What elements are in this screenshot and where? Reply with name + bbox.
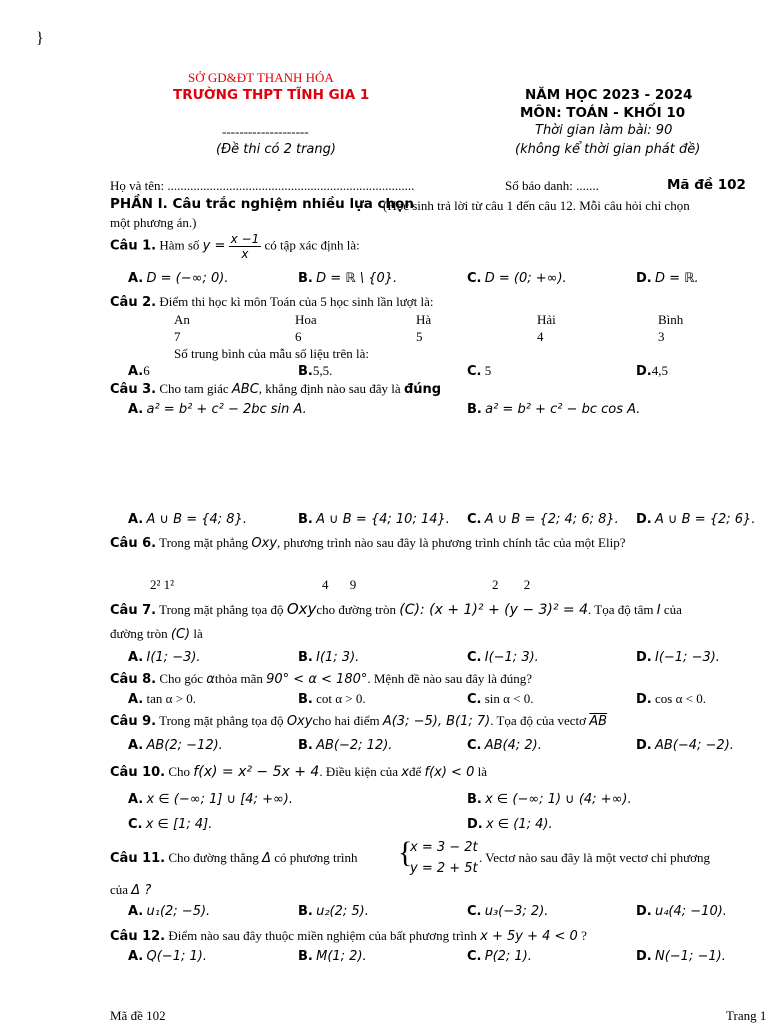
q10-option-b[interactable] (467, 791, 632, 807)
candidate-id-line: Số báo danh: ....... (505, 178, 599, 193)
option-text: P(2; 1). (484, 949, 532, 964)
option-label: C. (128, 817, 143, 832)
q7-option-a[interactable] (128, 649, 201, 665)
option-text: A ∪ B = {4; 8}. (146, 512, 247, 527)
question-11 (110, 850, 358, 866)
q9-option-c[interactable] (467, 737, 542, 753)
option-label: D. (636, 738, 652, 753)
option-text: cot α > 0. (316, 691, 366, 706)
pages-note: (Đề thi có 2 trang) (216, 142, 336, 157)
option-label: A. (128, 792, 144, 807)
q6-fragment: 2² 1² (150, 577, 175, 592)
q7-option-c[interactable] (467, 649, 539, 665)
math-expr: x (401, 765, 409, 780)
question-7-cont (110, 626, 203, 642)
question-text: của (663, 602, 682, 617)
option-text: tan α > 0. (146, 691, 197, 706)
math-expr: 90° < α < 180° (266, 672, 368, 687)
question-text: có tập xác định là: (264, 237, 360, 253)
q2-option-c[interactable] (467, 363, 491, 379)
option-text: 4,5 (651, 363, 668, 378)
question-9 (110, 713, 607, 729)
score-value: 6 (295, 329, 302, 344)
question-text: Điểm nào sau đây thuộc miền nghiệm của bất phương trình (168, 928, 477, 943)
question-text: là (477, 764, 487, 779)
part1-note-2: một phương án.) (110, 215, 197, 230)
question-text: Trong mặt phẳng tọa độ (159, 713, 284, 728)
question-label: Câu 8. (110, 672, 157, 687)
q12-option-d[interactable] (636, 948, 726, 964)
q11-option-b[interactable] (298, 903, 369, 919)
option-label: C. (467, 738, 482, 753)
question-text: Cho tam giác (159, 381, 229, 396)
candidate-name-line: Họ và tên: ............................................................................ (110, 178, 415, 193)
param-eq-y: y = 2 + 5t (410, 861, 478, 876)
option-label: D. (636, 650, 652, 665)
option-label: C. (467, 650, 482, 665)
question-text: đường tròn (110, 626, 168, 641)
math-expr: f(x) < 0 (424, 765, 475, 780)
option-label: D. (636, 949, 652, 964)
question-8 (110, 671, 532, 687)
question-7 (110, 600, 682, 618)
option-text: D = ℝ \ {0}. (316, 271, 398, 286)
q8-option-b[interactable] (298, 691, 366, 707)
option-text: 5,5. (312, 363, 333, 378)
option-label: D. (636, 512, 652, 527)
question-text: Trong mặt phẳng (159, 535, 249, 550)
question-text: Cho đường thẳng (168, 850, 259, 865)
question-text: Trong mặt phẳng tọa độ (159, 602, 284, 617)
math-expr: Δ ? (131, 883, 152, 898)
question-text: của (110, 882, 129, 897)
footer-exam-code: Mã đề 102 (110, 1008, 166, 1023)
option-text: I(−1; 3). (484, 650, 539, 665)
option-text: I(1; −3). (146, 650, 201, 665)
option-label: A. (128, 402, 144, 417)
option-text: sin α < 0. (484, 691, 534, 706)
math-expr: Oxy (251, 536, 278, 551)
option-label: D. (636, 904, 652, 919)
option-text: A ∪ B = {4; 10; 14}. (316, 512, 450, 527)
question-1 (110, 232, 360, 261)
option-label: A. (128, 364, 144, 379)
question-text: . Mệnh đề nào sau đây là đúng? (367, 671, 532, 686)
q12-option-b[interactable] (298, 948, 367, 964)
option-label: D. (467, 817, 483, 832)
option-label: B. (298, 692, 313, 707)
q8-option-d[interactable] (636, 691, 706, 707)
q9-option-d[interactable] (636, 737, 734, 753)
option-text: M(1; 2). (316, 949, 367, 964)
score-value: 4 (537, 329, 544, 344)
vector-symbol: $\overline{AB}$ (589, 714, 608, 729)
option-text: D = ℝ. (654, 271, 699, 286)
fraction (229, 232, 262, 261)
question-text: . Điều kiện của (319, 764, 399, 779)
score-value: 5 (416, 329, 423, 344)
exam-code: Mã đề 102 (667, 177, 746, 193)
question-text: ? (581, 928, 587, 943)
option-text: cos α < 0. (654, 691, 706, 706)
option-text: u₃(−3; 2). (484, 904, 549, 919)
part1-title: PHẦN I. Câu trắc nghiệm nhiều lựa chọn (110, 196, 415, 212)
q7-option-d[interactable] (636, 649, 720, 665)
option-label: A. (128, 271, 144, 286)
option-text: u₄(4; −10). (654, 904, 727, 919)
question-text: Hàm số (159, 237, 200, 253)
option-label: A. (128, 738, 144, 753)
question-6 (110, 535, 625, 551)
option-label: A. (128, 904, 144, 919)
q11-option-c[interactable] (467, 903, 548, 919)
question-label: Câu 3. (110, 382, 157, 397)
exam-time: Thời gian làm bài: 90 (535, 123, 673, 138)
q1-option-b[interactable] (298, 270, 397, 286)
score-value: 7 (174, 329, 181, 344)
denominator: x (241, 247, 249, 261)
math-expr: y = (202, 238, 226, 254)
corner-mark: } (36, 30, 44, 47)
math-expr: ABC (231, 382, 259, 397)
question-text: có phương trình (274, 850, 358, 865)
question-label: Câu 12. (110, 929, 166, 944)
q1-option-a[interactable] (128, 270, 228, 286)
q1-option-d[interactable] (636, 270, 699, 286)
option-text: AB(−2; 12). (316, 738, 393, 753)
option-label: B. (298, 650, 313, 665)
dept-name: SỞ GD&ĐT THANH HÓA (188, 70, 334, 85)
option-label: B. (298, 271, 313, 286)
score-value: 3 (658, 329, 665, 344)
subject: MÔN: TOÁN - KHỐI 10 (520, 105, 686, 121)
question-text: . Tọa độ của vectơ (490, 713, 587, 728)
time-note: (không kể thời gian phát đề) (515, 142, 701, 157)
option-label: B. (298, 949, 313, 964)
option-text: a² = b² + c² − 2bc sin A. (146, 402, 307, 417)
param-eq-x: x = 3 − 2t (410, 840, 478, 855)
score-name: Hải (537, 312, 556, 327)
question-label: Câu 1. (110, 238, 157, 254)
q10-option-d[interactable] (467, 816, 553, 832)
question-10 (110, 764, 487, 780)
q5-option-b[interactable] (298, 511, 450, 527)
question-text: là (193, 626, 203, 641)
option-label: B. (467, 402, 482, 417)
math-expr: (C): (x + 1)² + (y − 3)² = 4 (399, 602, 589, 618)
school-name: TRƯỜNG THPT TĨNH GIA 1 (173, 87, 370, 103)
math-expr: Oxy (286, 600, 317, 618)
question-text: thỏa mãn (214, 671, 263, 686)
question-12 (110, 928, 587, 944)
question-label: Câu 6. (110, 536, 157, 551)
q12-option-c[interactable] (467, 948, 532, 964)
q3-option-b[interactable] (467, 401, 640, 417)
option-label: D. (636, 364, 652, 379)
q8-option-a[interactable] (128, 691, 196, 707)
q11-option-d[interactable] (636, 903, 727, 919)
question-3 (110, 381, 441, 397)
option-label: C. (467, 904, 482, 919)
option-text: u₂(2; 5). (316, 904, 369, 919)
q10-option-a[interactable] (128, 791, 293, 807)
option-text: Q(−1; 1). (146, 949, 207, 964)
q2-option-d[interactable] (636, 363, 668, 379)
math-expr: x + 5y + 4 < 0 (480, 929, 578, 944)
question-text: Số trung bình của mẫu số liệu trên là: (174, 346, 369, 361)
question-text: . Tọa độ tâm (588, 602, 654, 617)
question-2 (110, 294, 434, 310)
option-text: 6 (143, 363, 150, 378)
option-label: B. (298, 512, 313, 527)
numerator: x −1 (230, 232, 260, 246)
option-label: B. (467, 792, 482, 807)
q9-option-a[interactable] (128, 737, 223, 753)
option-label: B. (298, 364, 313, 379)
option-text: x ∈ (−∞; 1) ∪ (4; +∞). (485, 792, 632, 807)
question-text: Cho góc (159, 671, 204, 686)
option-text: AB(−4; −2). (654, 738, 734, 753)
score-name: An (174, 312, 190, 327)
option-text: x ∈ (1; 4). (485, 817, 553, 832)
question-text: . Vectơ nào sau đây là một vectơ chỉ phương (479, 850, 711, 865)
option-label: C. (467, 692, 482, 707)
option-label: B. (298, 738, 313, 753)
option-text: D = (−∞; 0). (146, 271, 229, 286)
score-name: Hoa (295, 312, 317, 327)
q10-option-c[interactable] (128, 816, 212, 832)
option-text: x ∈ [1; 4]. (145, 817, 213, 832)
option-label: C. (467, 271, 482, 286)
q12-option-a[interactable] (128, 948, 207, 964)
system-brace: { (398, 836, 413, 869)
question-text: cho hai điểm (312, 713, 380, 728)
question-text: Cho (168, 764, 191, 779)
option-text: x ∈ (−∞; 1] ∪ [4; +∞). (146, 792, 293, 807)
option-text: 5 (484, 363, 492, 378)
q9-option-b[interactable] (298, 737, 392, 753)
option-label: A. (128, 949, 144, 964)
option-text: a² = b² + c² − bc cos A. (485, 402, 641, 417)
q6-fragment: 4 9 (322, 577, 357, 592)
math-expr: A(3; −5), B(1; 7) (382, 714, 491, 729)
option-text: I(1; 3). (316, 650, 360, 665)
q2-option-b[interactable] (298, 363, 332, 379)
q5-option-d[interactable] (636, 511, 755, 527)
q11-option-a[interactable] (128, 903, 210, 919)
question-text: , khẳng định nào sau đây là (258, 381, 401, 396)
q5-option-a[interactable] (128, 511, 247, 527)
option-text: u₁(2; −5). (146, 904, 211, 919)
emphasis-text: đúng (403, 382, 442, 397)
math-expr: Oxy (286, 714, 313, 729)
q7-option-b[interactable] (298, 649, 359, 665)
option-text: D = (0; +∞). (484, 271, 567, 286)
header-divider: -------------------- (222, 124, 309, 139)
question-label: Câu 7. (110, 603, 157, 618)
question-text: để (408, 764, 422, 779)
option-label: C. (467, 364, 482, 379)
q6-fragment: 2 2 (492, 577, 531, 592)
option-label: D. (636, 692, 652, 707)
math-expr: I (656, 603, 661, 618)
question-11-cont (110, 882, 151, 898)
math-expr: f(x) = x² − 5x + 4 (193, 764, 320, 780)
option-text: AB(4; 2). (484, 738, 542, 753)
q5-option-c[interactable] (467, 511, 619, 527)
option-label: A. (128, 512, 144, 527)
q1-option-c[interactable] (467, 270, 567, 286)
option-label: C. (467, 512, 482, 527)
option-label: D. (636, 271, 652, 286)
option-text: A ∪ B = {2; 6}. (654, 512, 756, 527)
option-label: A. (128, 692, 144, 707)
q2-option-a[interactable] (128, 363, 150, 379)
question-label: Câu 11. (110, 851, 166, 866)
option-text: A ∪ B = {2; 4; 6; 8}. (484, 512, 619, 527)
q8-option-c[interactable] (467, 691, 534, 707)
question-label: Câu 9. (110, 714, 157, 729)
school-year: NĂM HỌC 2023 - 2024 (525, 87, 693, 103)
footer-page-number: Trang 1 (726, 1008, 767, 1023)
math-expr: (C) (170, 627, 191, 642)
part1-note: (Học sinh trả lời từ câu 1 đến câu 12. Mỗi câu hỏi chỉ chọn (383, 198, 690, 213)
question-label: Câu 2. (110, 295, 157, 310)
q3-option-a[interactable] (128, 401, 307, 417)
math-expr: α (206, 672, 215, 687)
question-text: Điểm thi học kì môn Toán của 5 học sinh lần lượt là: (159, 294, 434, 309)
score-name: Hà (416, 312, 432, 327)
question-label: Câu 10. (110, 765, 166, 780)
option-label: A. (128, 650, 144, 665)
option-text: I(−1; −3). (654, 650, 720, 665)
score-name: Bình (658, 312, 684, 327)
question-text: cho đường tròn (316, 602, 397, 617)
question-text: , phương trình nào sau đây là phương trình chính tắc của một Elip? (277, 535, 626, 550)
option-label: C. (467, 949, 482, 964)
option-label: B. (298, 904, 313, 919)
option-text: AB(2; −12). (146, 738, 223, 753)
math-expr: Δ (262, 851, 272, 866)
option-text: N(−1; −1). (654, 949, 726, 964)
